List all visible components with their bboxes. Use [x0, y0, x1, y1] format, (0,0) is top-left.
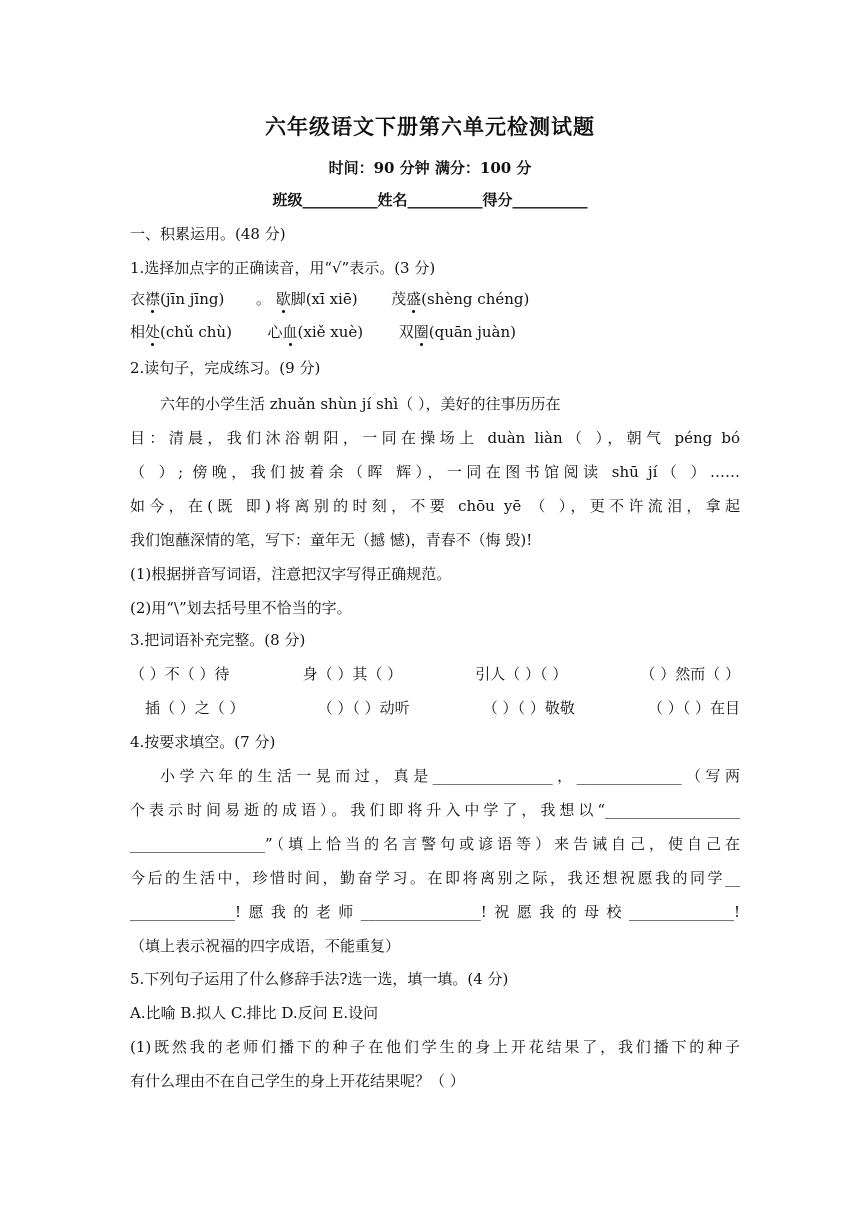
q3-idiom-blank: （ ）然而（ ）: [640, 665, 740, 683]
section-1-heading: 一、积累运用。(48 分): [130, 225, 286, 243]
question-1-title: 1.选择加点字的正确读音，用“√”表示。(3 分): [130, 259, 436, 277]
question-3-title: 3.把词语补充完整。(8 分): [130, 631, 306, 649]
time-score-info: 时间：90 分钟 满分：100 分: [328, 159, 532, 177]
q4-text-line: 今后的生活中，珍惜时间，勤奋学习。在即将离别之际，我还想祝愿我的同学__: [130, 869, 740, 887]
q2-passage-line: 如今，在(既 即)将离别的时刻，不要 chōu yē （ ），更不许流泪，拿起: [130, 497, 740, 515]
q2-passage-line: 目：清晨，我们沐浴朝阳，一同在操场上 duàn liàn（ ），朝气 péng bó: [130, 429, 740, 447]
q4-text-line: ______________!愿我的老师________________!祝愿我的母校______________!: [130, 903, 740, 921]
question-1-row-2: [130, 322, 740, 342]
q3-idiom-blank: 身（ ）其（ ）: [302, 665, 403, 683]
q2-passage-line: （ ）; 傍晚，我们披着余（晖 辉），一同在图书馆阅读 shū jí（ ）……: [130, 463, 740, 481]
q1-item: 心血(xiě xuè): [267, 323, 364, 341]
q3-idiom-blank: （ ）（ ）在目: [647, 699, 740, 717]
q4-note: （填上表示祝福的四字成语，不能重复）: [130, 937, 401, 955]
q1-item: 茂盛(shèng chéng): [391, 290, 530, 308]
q3-row-1: [130, 664, 740, 684]
q5-sentence-1-line-2: 有什么理由不在自己学生的身上开花结果呢？（ ）: [130, 1072, 465, 1090]
q1-item: 歇脚(xī xiē): [275, 290, 358, 308]
q2-subquestion-2: (2)用“\”划去括号里不恰当的字。: [130, 599, 352, 617]
question-1-row-1: [130, 289, 740, 309]
q1-item: 衣襟(jīn jīng): [130, 290, 225, 308]
q2-passage-line: 我们饱蘸深情的笔，写下：童年无（撼 憾)，青春不（悔 毁)!: [130, 531, 533, 549]
q4-text-line: __________________”（填上恰当的名言警句或谚语等）来告诫自己，使自己在: [130, 835, 740, 853]
student-info-line: 班级__________姓名__________得分__________: [272, 191, 588, 209]
q2-passage-line: 六年的小学生活 zhuǎn shùn jí shì（ ），美好的往事历历在: [160, 395, 561, 413]
q1-item: 。: [255, 290, 271, 308]
q1-item: 相处(chǔ chù): [130, 323, 232, 341]
q4-text-line: 小学六年的生活一晃而过，真是________________，______________（写两: [160, 767, 740, 785]
q5-options: A.比喻 B.拟人 C.排比 D.反问 E.设问: [130, 1004, 379, 1022]
q3-idiom-blank: 插（ ）之（ ）: [145, 699, 245, 717]
q3-idiom-blank: （ ）（ ）动听: [317, 699, 410, 717]
q3-idiom-blank: （ ）（ ）敬敬: [482, 699, 575, 717]
page-title: 六年级语文下册第六单元检测试题: [265, 114, 595, 139]
question-2-title: 2.读句子，完成练习。(9 分): [130, 359, 321, 377]
q3-idiom-blank: 引人（ ）（ ）: [475, 665, 568, 683]
question-5-title: 5.下列句子运用了什么修辞手法?选一选，填一填。(4 分): [130, 970, 509, 988]
q3-idiom-blank: （ ）不（ ）待: [130, 665, 230, 683]
q2-subquestion-1: (1)根据拼音写词语，注意把汉字写得正确规范。: [130, 565, 452, 583]
question-4-title: 4.按要求填空。(7 分): [130, 733, 276, 751]
q1-item: 双圈(quān juàn): [398, 323, 517, 341]
q3-row-2: [145, 698, 740, 718]
q5-sentence-1-line-1: (1)既然我的老师们播下的种子在他们学生的身上开花结果了，我们播下的种子: [130, 1038, 740, 1056]
q4-text-line: 个表示时间易逝的成语）。我们即将升入中学了，我想以“__________________: [130, 801, 740, 819]
